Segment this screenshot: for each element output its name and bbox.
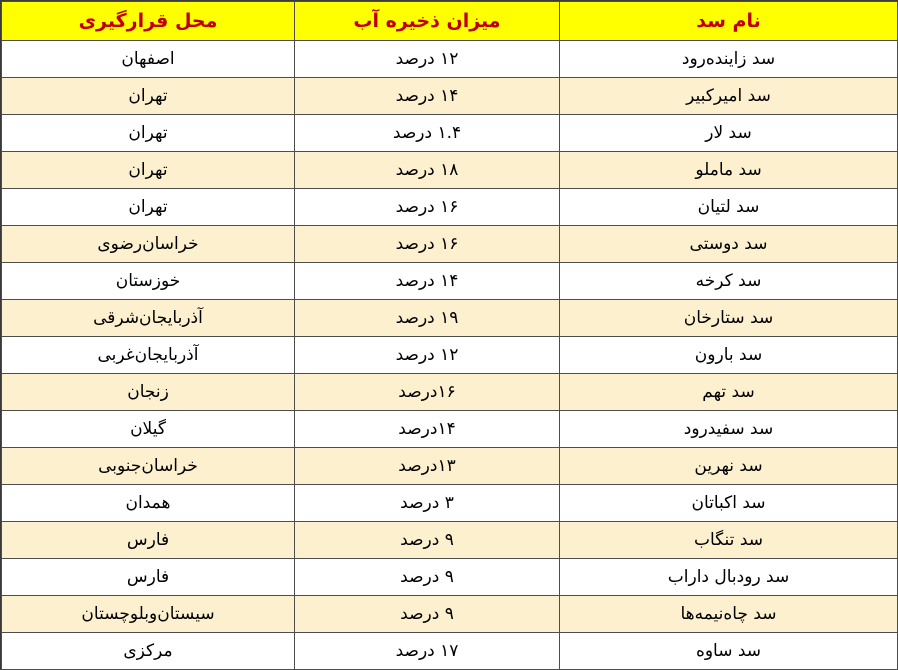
dam-name-cell: سد چاه‌نیمه‌ها — [560, 596, 898, 633]
storage-cell: ۱۹ درصد — [295, 300, 560, 337]
dam-name-cell: سد امیرکبیر — [560, 78, 898, 115]
location-cell: خوزستان — [2, 263, 295, 300]
table-row — [2, 448, 898, 485]
location-cell: اصفهان — [2, 41, 295, 78]
location-cell: خراسان‌جنوبی — [2, 448, 295, 485]
storage-cell: ۱۲ درصد — [295, 337, 560, 374]
dam-name-cell: سد سفیدرود — [560, 411, 898, 448]
location-cell: زنجان — [2, 374, 295, 411]
header-row — [2, 2, 898, 41]
location-cell: همدان — [2, 485, 295, 522]
table-body — [2, 41, 898, 670]
storage-cell: ۹ درصد — [295, 596, 560, 633]
storage-cell: ۱۴درصد — [295, 411, 560, 448]
storage-cell: ۱۸ درصد — [295, 152, 560, 189]
table-row — [2, 411, 898, 448]
table-row — [2, 633, 898, 670]
location-cell: خراسان‌رضوی — [2, 226, 295, 263]
dam-name-cell: سد تنگاب — [560, 522, 898, 559]
header-storage: میزان ذخیره آب — [295, 2, 560, 41]
dam-name-cell: سد بارون — [560, 337, 898, 374]
table-row — [2, 337, 898, 374]
storage-cell: ۱۶درصد — [295, 374, 560, 411]
dam-name-cell: سد تهم — [560, 374, 898, 411]
dam-name-cell: سد زاینده‌رود — [560, 41, 898, 78]
dam-name-cell: سد رودبال داراب — [560, 559, 898, 596]
location-cell: تهران — [2, 115, 295, 152]
dam-name-cell: سد کرخه — [560, 263, 898, 300]
table-row — [2, 189, 898, 226]
storage-cell: ۱۴ درصد — [295, 263, 560, 300]
location-cell: تهران — [2, 78, 295, 115]
storage-cell: ۱۶ درصد — [295, 226, 560, 263]
storage-cell: ۱۳درصد — [295, 448, 560, 485]
table-row — [2, 41, 898, 78]
storage-cell: ۳ درصد — [295, 485, 560, 522]
dam-storage-table — [1, 1, 898, 670]
location-cell: آذربایجان‌غربی — [2, 337, 295, 374]
header-location: محل قرارگیری — [2, 2, 295, 41]
storage-cell: ۱۲ درصد — [295, 41, 560, 78]
dam-name-cell: سد دوستی — [560, 226, 898, 263]
location-cell: آذربایجان‌شرقی — [2, 300, 295, 337]
dam-name-cell: سد نهرین — [560, 448, 898, 485]
table-row — [2, 522, 898, 559]
dam-name-cell: سد اکباتان — [560, 485, 898, 522]
location-cell: تهران — [2, 189, 295, 226]
dam-name-cell: سد ساوه — [560, 633, 898, 670]
location-cell: فارس — [2, 522, 295, 559]
table-row — [2, 596, 898, 633]
location-cell: مرکزی — [2, 633, 295, 670]
storage-cell: ۹ درصد — [295, 522, 560, 559]
storage-cell: ۱۶ درصد — [295, 189, 560, 226]
table-row — [2, 485, 898, 522]
dam-name-cell: سد ماملو — [560, 152, 898, 189]
location-cell: تهران — [2, 152, 295, 189]
table-header — [2, 2, 898, 41]
table-row — [2, 226, 898, 263]
storage-cell: ۱.۴ درصد — [295, 115, 560, 152]
dam-name-cell: سد لار — [560, 115, 898, 152]
dam-name-cell: سد لتیان — [560, 189, 898, 226]
dam-name-cell: سد ستارخان — [560, 300, 898, 337]
table-row — [2, 115, 898, 152]
table-row — [2, 300, 898, 337]
location-cell: فارس — [2, 559, 295, 596]
table-row — [2, 78, 898, 115]
storage-cell: ۹ درصد — [295, 559, 560, 596]
table-row — [2, 263, 898, 300]
storage-cell: ۱۷ درصد — [295, 633, 560, 670]
location-cell: سیستان‌وبلوچستان — [2, 596, 295, 633]
table-row — [2, 559, 898, 596]
header-dam-name: نام سد — [560, 2, 898, 41]
storage-cell: ۱۴ درصد — [295, 78, 560, 115]
table-row — [2, 374, 898, 411]
location-cell: گیلان — [2, 411, 295, 448]
table-row — [2, 152, 898, 189]
